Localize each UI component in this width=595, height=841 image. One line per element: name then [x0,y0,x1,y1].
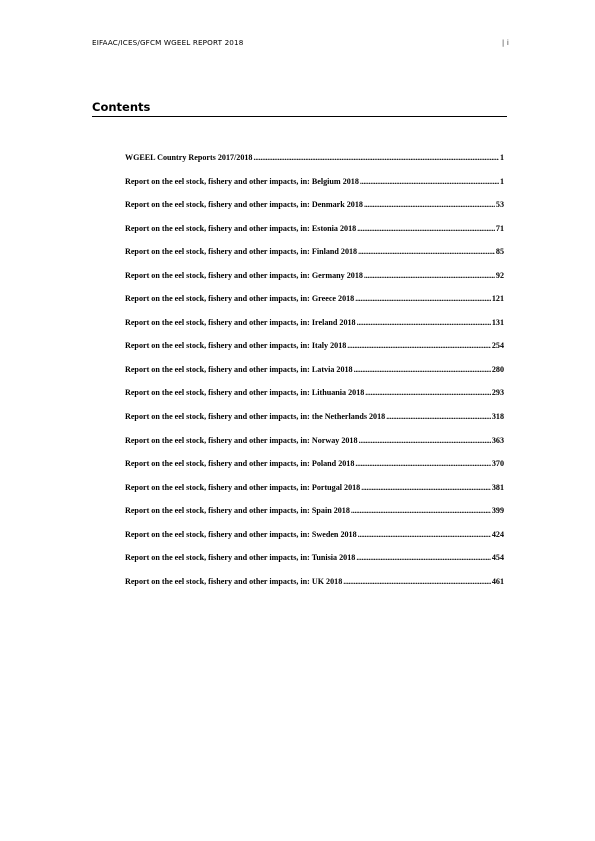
toc-entry-title: Report on the eel stock, fishery and other impacts, in: Lithuania 2018 [125,388,365,398]
page-number: | i [501,38,509,47]
toc-entry-title: Report on the eel stock, fishery and other impacts, in: Estonia 2018 [125,223,357,233]
toc-dot-leader [364,271,495,280]
toc-entry[interactable] [125,294,504,318]
toc-dot-leader [351,506,491,515]
toc-entry-title: Report on the eel stock, fishery and other impacts, in: Germany 2018 [125,270,363,280]
toc-dot-leader [357,318,491,327]
toc-dot-leader [354,365,491,374]
toc-entry-page: 254 [491,341,504,351]
report-title: EIFAAC/ICES/GFCM WGEEL REPORT 2018 [92,38,244,47]
toc-entry-page: 399 [491,506,504,516]
toc-entry-page: 1 [499,176,504,186]
toc-entry-title: Report on the eel stock, fishery and other impacts, in: Belgium 2018 [125,176,359,186]
toc-dot-leader [361,483,491,492]
toc-dot-leader [365,388,491,397]
toc-entry-title: WGEEL Country Reports 2017/2018 [125,153,253,162]
toc-entry-page: 131 [491,317,504,327]
toc-entry-page: 424 [491,529,504,539]
toc-entry-title: Report on the eel stock, fishery and other impacts, in: UK 2018 [125,576,343,586]
toc-entry-title: Report on the eel stock, fishery and other impacts, in: the Netherlands 2018 [125,412,386,422]
toc-entry[interactable] [125,459,504,483]
toc-entry-page: 53 [495,200,504,210]
toc-entry[interactable] [125,553,504,577]
table-of-contents [125,153,504,600]
toc-entry-title: Report on the eel stock, fishery and other impacts, in: Finland 2018 [125,247,358,257]
toc-dot-leader [253,153,498,162]
toc-entry[interactable] [125,483,504,507]
toc-entry-page: 454 [491,553,504,563]
toc-entry-page: 293 [491,388,504,398]
toc-entry-page: 92 [495,270,504,280]
toc-entry-title: Report on the eel stock, fishery and other impacts, in: Greece 2018 [125,294,355,304]
toc-dot-leader [356,553,491,562]
toc-entry-title: Report on the eel stock, fishery and other impacts, in: Poland 2018 [125,459,355,469]
toc-dot-leader [359,436,491,445]
toc-entry-title: Report on the eel stock, fishery and other impacts, in: Portugal 2018 [125,482,361,492]
toc-dot-leader [357,224,495,233]
toc-entry[interactable] [125,388,504,412]
toc-entry[interactable] [125,436,504,460]
toc-dot-leader [347,341,491,350]
toc-entry-page: 318 [491,412,504,422]
toc-entry-page: 71 [495,223,504,233]
toc-entry[interactable] [125,506,504,530]
toc-entry[interactable] [125,153,504,177]
toc-entry[interactable] [125,365,504,389]
toc-entry[interactable] [125,341,504,365]
toc-entry-page: 85 [495,247,504,257]
toc-entry-page: 121 [491,294,504,304]
toc-entry-title: Report on the eel stock, fishery and other impacts, in: Latvia 2018 [125,364,353,374]
toc-entry-page: 461 [491,576,504,586]
toc-dot-leader [343,577,491,586]
toc-entry-title: Report on the eel stock, fishery and other impacts, in: Norway 2018 [125,435,358,445]
contents-heading: Contents [92,100,151,114]
toc-entry[interactable] [125,412,504,436]
toc-dot-leader [386,412,491,421]
toc-entry[interactable] [125,577,504,601]
toc-entry[interactable] [125,271,504,295]
toc-entry-title: Report on the eel stock, fishery and other impacts, in: Sweden 2018 [125,529,357,539]
toc-entry[interactable] [125,200,504,224]
toc-entry-page: 1 [499,153,504,162]
toc-dot-leader [355,459,490,468]
toc-entry-page: 363 [491,435,504,445]
toc-entry-title: Report on the eel stock, fishery and other impacts, in: Italy 2018 [125,341,347,351]
toc-entry[interactable] [125,224,504,248]
toc-dot-leader [358,247,495,256]
toc-entry[interactable] [125,247,504,271]
toc-entry-title: Report on the eel stock, fishery and other impacts, in: Spain 2018 [125,506,350,516]
toc-entry-title: Report on the eel stock, fishery and other impacts, in: Ireland 2018 [125,317,356,327]
toc-entry-page: 381 [491,482,504,492]
toc-entry[interactable] [125,530,504,554]
toc-entry-page: 280 [491,364,504,374]
toc-entry[interactable] [125,318,504,342]
heading-rule [92,116,507,117]
running-header [92,38,509,50]
toc-dot-leader [355,294,491,303]
toc-entry-title: Report on the eel stock, fishery and other impacts, in: Tunisia 2018 [125,553,356,563]
toc-dot-leader [360,177,499,186]
toc-dot-leader [358,530,491,539]
toc-entry-page: 370 [491,459,504,469]
toc-dot-leader [364,200,495,209]
toc-entry-title: Report on the eel stock, fishery and other impacts, in: Denmark 2018 [125,200,363,210]
toc-entry[interactable] [125,177,504,201]
